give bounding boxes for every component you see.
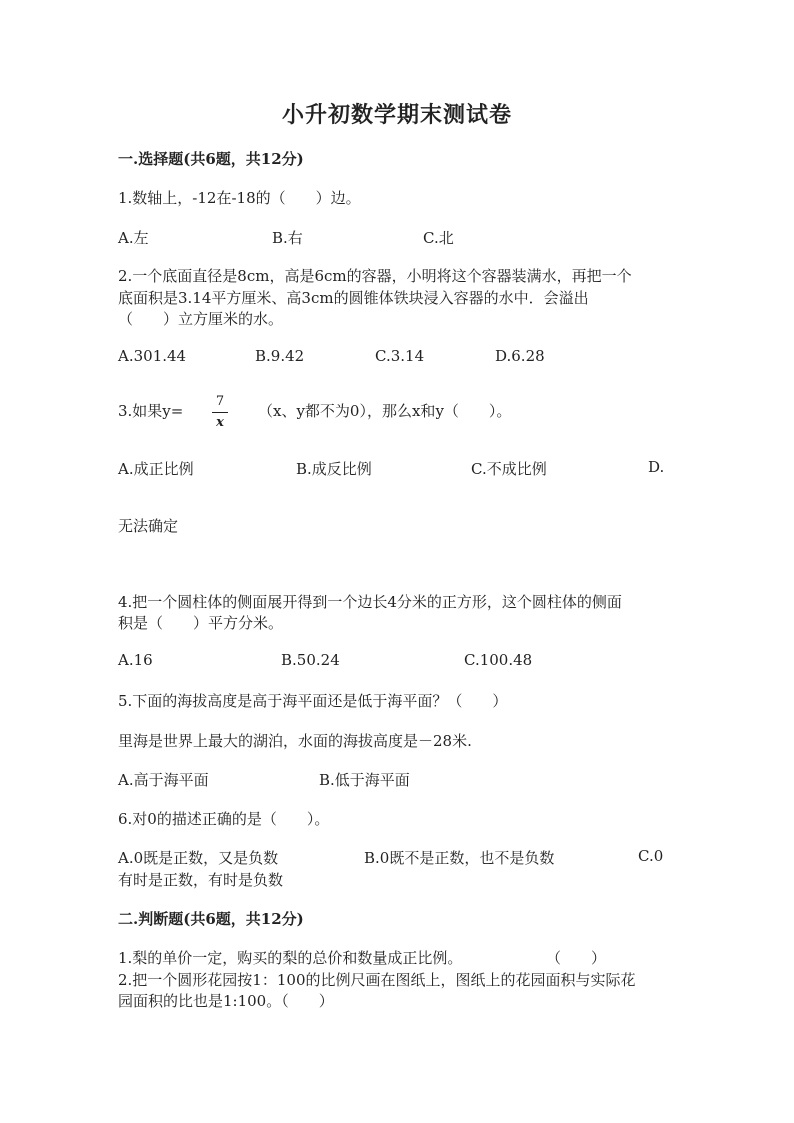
- q2-option-d: D.6.28: [495, 347, 545, 365]
- fraction-denominator: x: [216, 415, 224, 430]
- q5-option-a: A.高于海平面: [118, 771, 209, 789]
- q2-option-c: C.3.14: [375, 347, 425, 365]
- fraction-bar: [212, 412, 228, 413]
- q2-option-b: B.9.42: [255, 347, 305, 365]
- q2-option-a: A.301.44: [118, 347, 187, 365]
- question-3-suffix: （x、y都不为0），那么x和y（ ）。: [258, 402, 512, 420]
- judgement-1-text: 1.梨的单价一定，购买的梨的总价和数量成正比例。: [118, 949, 463, 967]
- question-4-line-2: 积是（ ）平方分米。: [118, 614, 284, 632]
- q5-option-b: B.低于海平面: [319, 771, 410, 789]
- question-5-text: 5.下面的海拔高度是高于海平面还是低于海平面？（ ）: [118, 692, 508, 710]
- question-6-text: 6.对0的描述正确的是（ ）。: [118, 810, 330, 828]
- page-title: 小升初数学期末测试卷: [281, 102, 512, 128]
- q1-option-a: A.左: [118, 229, 149, 247]
- q3-option-c: C.不成比例: [471, 460, 547, 478]
- q3-option-b: B.成反比例: [296, 460, 372, 478]
- fraction-7-over-x: [212, 394, 228, 430]
- q6-option-b: B.0既不是正数，也不是负数: [364, 849, 555, 867]
- q6-option-c: C.0: [638, 847, 664, 865]
- question-2-line-3: （ ）立方厘米的水。: [118, 310, 284, 328]
- q1-option-c: C.北: [423, 229, 454, 247]
- q6-option-c-continuation: 有时是正数，有时是负数: [118, 871, 284, 889]
- q3-option-a: A.成正比例: [118, 460, 194, 478]
- question-1-text: 1.数轴上，-12在-18的（ ）边。: [118, 189, 361, 207]
- q3-option-d-continuation: 无法确定: [118, 517, 179, 535]
- q3-option-d: D.: [648, 458, 665, 476]
- judgement-2-line-1: 2.把一个圆形花园按1：100的比例尺画在图纸上，图纸上的花园面积与实际花: [118, 971, 636, 989]
- question-5-context: 里海是世界上最大的湖泊，水面的海拔高度是－28米.: [118, 732, 472, 750]
- judgement-2-line-2: 园面积的比也是1:100。（ ）: [118, 992, 334, 1010]
- question-4-line-1: 4.把一个圆柱体的侧面展开得到一个边长4分米的正方形，这个圆柱体的侧面: [118, 593, 622, 611]
- fraction-numerator: 7: [215, 394, 225, 409]
- question-3-prefix: 3.如果y=: [118, 402, 184, 420]
- question-2-line-1: 2.一个底面直径是8cm，高是6cm的容器，小明将这个容器装满水，再把一个: [118, 267, 632, 285]
- section-heading-judgement: 二.判断题(共6题，共12分): [118, 910, 304, 928]
- q6-option-a: A.0既是正数，又是负数: [118, 849, 279, 867]
- q4-option-b: B.50.24: [281, 651, 340, 669]
- q4-option-c: C.100.48: [464, 651, 533, 669]
- judgement-1-blank: （ ）: [546, 949, 607, 967]
- section-heading-choice: 一.选择题(共6题，共12分): [118, 150, 304, 168]
- q4-option-a: A.16: [118, 651, 153, 669]
- question-2-line-2: 底面积是3.14平方厘米、高3cm的圆锥体铁块浸入容器的水中．会溢出: [118, 289, 589, 307]
- q1-option-b: B.右: [272, 229, 303, 247]
